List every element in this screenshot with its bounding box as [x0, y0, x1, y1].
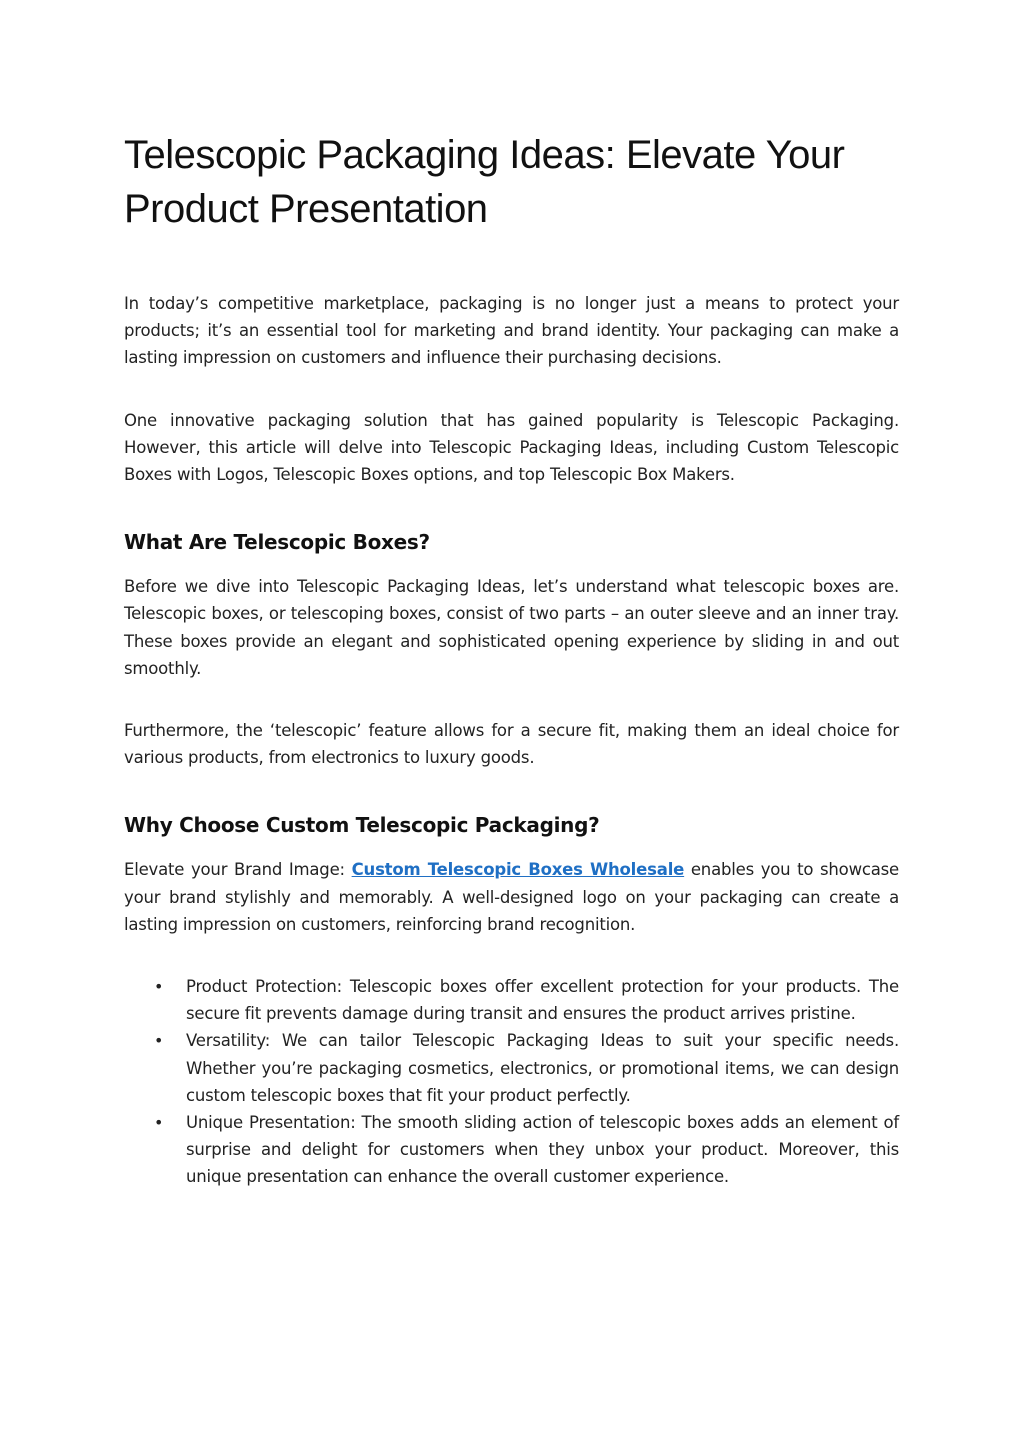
what-paragraph-2: Furthermore, the ‘telescopic’ feature allows for a secure fit, making them an ideal choice for various products, from electronics to luxury goods.	[124, 721, 899, 768]
list-item-text: Product Protection: Telescopic boxes offer excellent protection for your products. The secure fit prevents damage during transit and ensures the product arrives pristine.	[186, 977, 899, 1024]
list-item-text: Versatility: We can tailor Telescopic Packaging Ideas to suit your specific needs. Whether you’re packaging cosmetics, electronics, or promotional items, we can design custom telescopic boxes that fit your product perfectly.	[186, 1031, 899, 1105]
why-lead-prefix: Elevate your Brand Image:	[124, 860, 352, 880]
why-lead-suffix: enables you to showcase your brand stylishly and memorably. A well-designed logo on your packaging can create a lasting impression on customers, reinforcing brand recognition.	[124, 860, 899, 934]
document-page	[124, 128, 899, 1191]
list-item	[124, 1027, 899, 1109]
section-heading-what-are-telescopic-boxes: What Are Telescopic Boxes?	[124, 530, 430, 555]
intro-paragraph-1: In today’s competitive marketplace, packaging is no longer just a means to protect your products; it’s an essential tool for marketing and brand identity. Your packaging can make a lasting impression on customers and influence their purchasing decisions.	[124, 294, 899, 368]
bullet-icon: •	[154, 977, 164, 997]
intro-paragraph-2: One innovative packaging solution that has gained popularity is Telescopic Packaging. However, this article will delve into Telescopic Packaging Ideas, including Custom Telescopic Boxes with Logos, Telescopic Boxes options, and top Telescopic Box Makers.	[124, 410, 899, 485]
bullet-icon: •	[154, 1031, 164, 1051]
benefits-list	[124, 973, 899, 1191]
list-item	[124, 1109, 899, 1191]
custom-telescopic-boxes-wholesale-link[interactable]: Custom Telescopic Boxes Wholesale	[351, 860, 685, 880]
document-title: Telescopic Packaging Ideas: Elevate Your Product Presentation	[124, 133, 845, 231]
list-item	[124, 973, 899, 1027]
section-heading-why-choose: Why Choose Custom Telescopic Packaging?	[124, 813, 600, 838]
bullet-icon: •	[154, 1113, 164, 1133]
why-lead-paragraph	[124, 856, 899, 938]
list-item-text: Unique Presentation: The smooth sliding action of telescopic boxes adds an element of surprise and delight for customers when they unbox your product. Moreover, this unique presentation can enhance the overall customer experience.	[186, 1113, 899, 1187]
what-paragraph-1: Before we dive into Telescopic Packaging Ideas, let’s understand what telescopic boxes are. Telescopic boxes, or telescoping boxes, consist of two parts – an outer sleeve and an inner tray. These boxes provide an elegant and sophisticated opening experience by sliding in and out smoothly.	[124, 577, 899, 678]
